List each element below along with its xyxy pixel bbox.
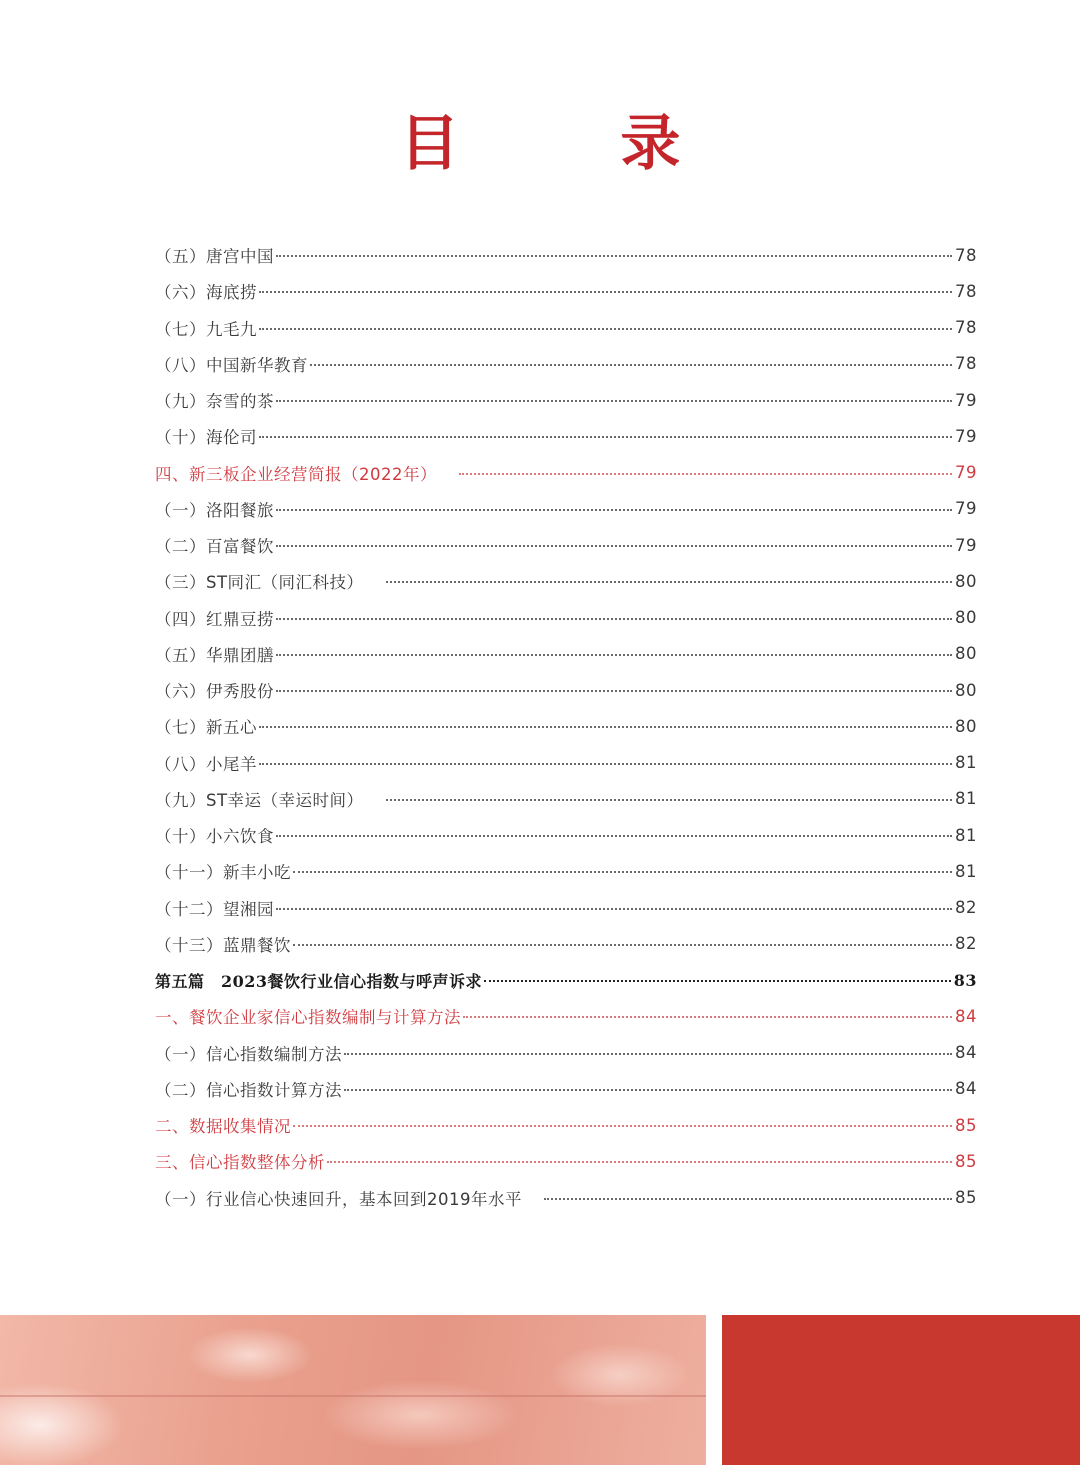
toc-page-number: 80 bbox=[955, 680, 977, 700]
toc-page-number: 78 bbox=[955, 245, 977, 265]
toc-entry-label: （九）ST幸运（幸运时间） bbox=[155, 790, 364, 810]
toc-dot-leader bbox=[276, 618, 952, 620]
toc-page-number: 85 bbox=[955, 1151, 977, 1171]
toc-entry-label: 一、餐饮企业家信心指数编制与计算方法 bbox=[155, 1008, 461, 1028]
toc-dot-leader bbox=[276, 654, 952, 656]
toc-entry-label: （十）海伦司 bbox=[155, 428, 257, 448]
toc-page-number: 79 bbox=[955, 463, 977, 483]
toc-dot-leader bbox=[276, 509, 952, 511]
toc-entry[interactable] bbox=[155, 491, 977, 527]
toc-page-number: 84 bbox=[955, 1006, 977, 1026]
toc-dot-leader bbox=[386, 581, 952, 583]
toc-entry-label: 二、数据收集情况 bbox=[155, 1117, 291, 1137]
toc-entry[interactable] bbox=[155, 672, 977, 708]
toc-entry[interactable] bbox=[155, 926, 977, 962]
toc-entry[interactable] bbox=[155, 527, 977, 563]
toc-entry[interactable] bbox=[155, 962, 977, 998]
toc-entry[interactable] bbox=[155, 563, 977, 599]
toc-entry-label: （一）洛阳餐旅 bbox=[155, 500, 274, 520]
toc-entry[interactable] bbox=[155, 745, 977, 781]
toc-entry[interactable] bbox=[155, 382, 977, 418]
toc-page-number: 81 bbox=[955, 753, 977, 773]
toc-entry-label: （五）唐宫中国 bbox=[155, 247, 274, 267]
toc-entry[interactable] bbox=[155, 600, 977, 636]
toc-entry[interactable] bbox=[155, 781, 977, 817]
toc-page-number: 79 bbox=[955, 390, 977, 410]
table-of-contents bbox=[155, 237, 977, 1216]
toc-dot-leader bbox=[259, 291, 952, 293]
toc-page-number: 79 bbox=[955, 426, 977, 446]
toc-dot-leader bbox=[310, 364, 952, 366]
toc-page-number: 78 bbox=[955, 281, 977, 301]
toc-entry[interactable] bbox=[155, 1180, 977, 1216]
toc-entry-label: （二）信心指数计算方法 bbox=[155, 1080, 342, 1100]
toc-page-number: 78 bbox=[955, 354, 977, 374]
toc-dot-leader bbox=[463, 1016, 952, 1018]
toc-page-number: 80 bbox=[955, 716, 977, 736]
toc-entry[interactable] bbox=[155, 1107, 977, 1143]
toc-entry[interactable] bbox=[155, 998, 977, 1034]
toc-entry[interactable] bbox=[155, 346, 977, 382]
toc-page-number: 79 bbox=[955, 535, 977, 555]
toc-page-number: 85 bbox=[955, 1188, 977, 1208]
toc-page-number: 82 bbox=[955, 898, 977, 918]
footer-red-block bbox=[722, 1315, 1080, 1465]
toc-entry-label: （四）红鼎豆捞 bbox=[155, 609, 274, 629]
toc-page-number: 81 bbox=[955, 861, 977, 881]
toc-page-number: 78 bbox=[955, 318, 977, 338]
toc-page-number: 84 bbox=[955, 1043, 977, 1063]
toc-page-number: 80 bbox=[955, 571, 977, 591]
toc-page-number: 85 bbox=[955, 1115, 977, 1135]
toc-entry-label: （三）ST同汇（同汇科技） bbox=[155, 573, 364, 593]
toc-entry[interactable] bbox=[155, 273, 977, 309]
toc-entry[interactable] bbox=[155, 890, 977, 926]
toc-dot-leader bbox=[276, 545, 952, 547]
toc-entry[interactable] bbox=[155, 853, 977, 889]
toc-entry[interactable] bbox=[155, 817, 977, 853]
toc-dot-leader bbox=[484, 980, 951, 982]
toc-entry-label: 第五篇 2023餐饮行业信心指数与呼声诉求 bbox=[155, 971, 483, 991]
toc-dot-leader bbox=[259, 763, 952, 765]
toc-dot-leader bbox=[344, 1089, 952, 1091]
toc-entry-label: （八）中国新华教育 bbox=[155, 355, 308, 375]
toc-dot-leader bbox=[276, 255, 952, 257]
toc-dot-leader bbox=[327, 1161, 952, 1163]
toc-entry-label: （十）小六饮食 bbox=[155, 827, 274, 847]
toc-dot-leader bbox=[276, 690, 952, 692]
toc-entry-label: （十二）望湘园 bbox=[155, 899, 274, 919]
toc-page-number: 83 bbox=[953, 970, 977, 990]
toc-entry[interactable] bbox=[155, 310, 977, 346]
toc-dot-leader bbox=[544, 1198, 952, 1200]
toc-entry-label: （一）信心指数编制方法 bbox=[155, 1044, 342, 1064]
toc-entry[interactable] bbox=[155, 1035, 977, 1071]
toc-entry[interactable] bbox=[155, 237, 977, 273]
toc-entry-label: 三、信心指数整体分析 bbox=[155, 1153, 325, 1173]
toc-dot-leader bbox=[344, 1053, 952, 1055]
toc-page-number: 80 bbox=[955, 608, 977, 628]
toc-entry-label: （九）奈雪的茶 bbox=[155, 392, 274, 412]
toc-dot-leader bbox=[276, 908, 952, 910]
toc-dot-leader bbox=[293, 1125, 952, 1127]
toc-entry-label: （二）百富餐饮 bbox=[155, 537, 274, 557]
toc-dot-leader bbox=[276, 400, 952, 402]
toc-entry[interactable] bbox=[155, 1143, 977, 1179]
toc-entry[interactable] bbox=[155, 418, 977, 454]
toc-dot-leader bbox=[259, 328, 952, 330]
toc-entry[interactable] bbox=[155, 636, 977, 672]
toc-dot-leader bbox=[459, 473, 952, 475]
toc-dot-leader bbox=[293, 871, 952, 873]
toc-page-number: 81 bbox=[955, 789, 977, 809]
toc-entry-label: （五）华鼎团膳 bbox=[155, 645, 274, 665]
footer-decorative-image bbox=[0, 1315, 706, 1465]
toc-entry-label: （十一）新丰小吃 bbox=[155, 863, 291, 883]
toc-dot-leader bbox=[386, 799, 952, 801]
toc-page-number: 80 bbox=[955, 644, 977, 664]
toc-entry-label: （十三）蓝鼎餐饮 bbox=[155, 935, 291, 955]
toc-entry-label: （六）海底捞 bbox=[155, 283, 257, 303]
toc-dot-leader bbox=[276, 835, 952, 837]
toc-entry[interactable] bbox=[155, 708, 977, 744]
toc-entry[interactable] bbox=[155, 455, 977, 491]
toc-entry-label: 四、新三板企业经营简报（2022年） bbox=[155, 464, 437, 484]
toc-page-number: 79 bbox=[955, 499, 977, 519]
toc-entry-label: （七）新五心 bbox=[155, 718, 257, 738]
toc-dot-leader bbox=[259, 726, 952, 728]
toc-dot-leader bbox=[293, 944, 952, 946]
toc-entry-label: （六）伊秀股份 bbox=[155, 682, 274, 702]
page-title: 目 录 bbox=[399, 109, 751, 179]
toc-entry-label: （八）小尾羊 bbox=[155, 754, 257, 774]
toc-entry[interactable] bbox=[155, 1071, 977, 1107]
toc-page-number: 81 bbox=[955, 825, 977, 845]
toc-page-number: 82 bbox=[955, 934, 977, 954]
toc-entry-label: （一）行业信心快速回升，基本回到2019年水平 bbox=[155, 1189, 522, 1209]
toc-dot-leader bbox=[259, 436, 952, 438]
toc-page-number: 84 bbox=[955, 1079, 977, 1099]
footer-stripe bbox=[0, 1395, 706, 1397]
toc-entry-label: （七）九毛九 bbox=[155, 319, 257, 339]
